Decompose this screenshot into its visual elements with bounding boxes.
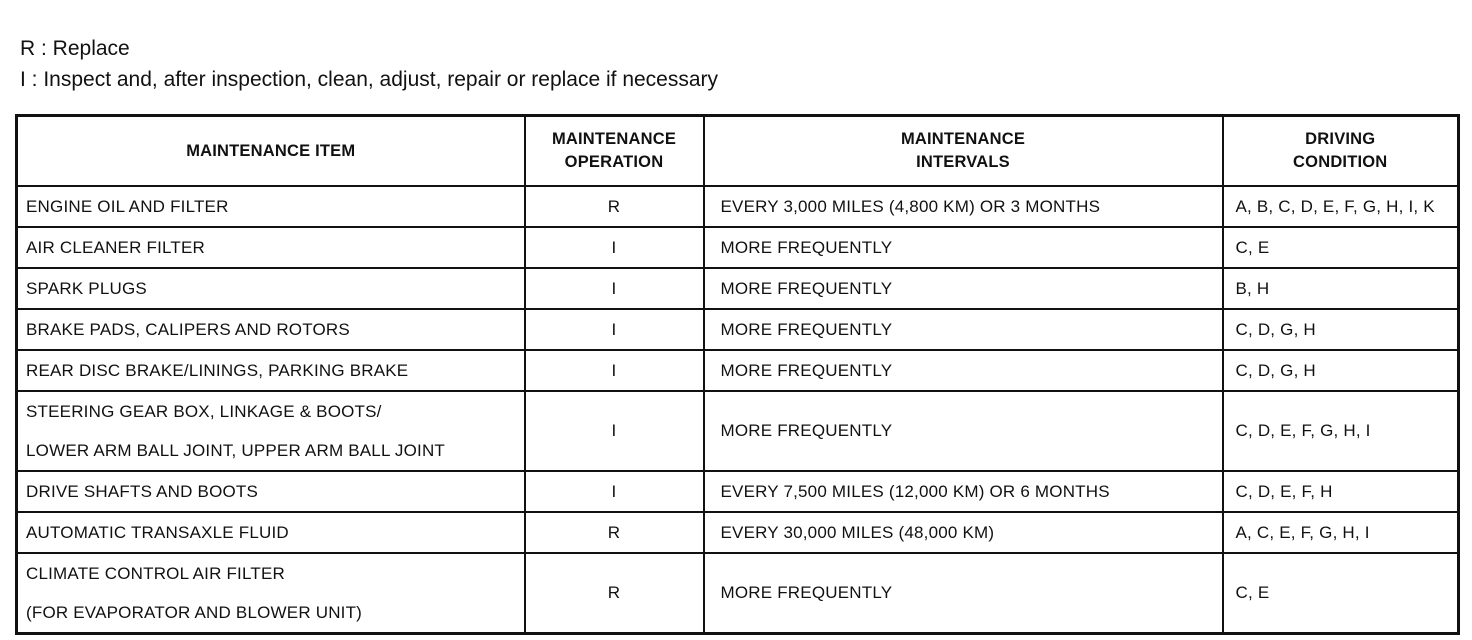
cell-interval: EVERY 3,000 MILES (4,800 KM) OR 3 MONTHS <box>704 186 1223 227</box>
legend-inspect: I : Inspect and, after inspection, clean, adjust, repair or replace if necessary <box>20 68 719 91</box>
cell-operation: I <box>525 227 704 268</box>
cell-interval: EVERY 7,500 MILES (12,000 KM) OR 6 MONTHS <box>704 471 1223 512</box>
cell-item <box>17 309 525 350</box>
cell-operation: I <box>525 309 704 350</box>
item-line: BRAKE PADS, CALIPERS AND ROTORS <box>26 320 350 339</box>
table-row <box>17 227 1459 268</box>
cell-operation: I <box>525 350 704 391</box>
table-row <box>17 391 1459 471</box>
cell-condition: C, E <box>1223 227 1459 268</box>
item-line: ENGINE OIL AND FILTER <box>26 197 229 216</box>
item-line: (FOR EVAPORATOR AND BLOWER UNIT) <box>26 603 363 622</box>
cell-item <box>17 471 525 512</box>
legend-replace: R : Replace <box>20 37 130 60</box>
header-intervals-line-2: INTERVALS <box>916 153 1010 171</box>
item-line: SPARK PLUGS <box>26 279 147 298</box>
table-row <box>17 268 1459 309</box>
cell-item <box>17 227 525 268</box>
cell-item <box>17 268 525 309</box>
header-maintenance-operation <box>525 116 704 187</box>
header-operation-line-2: OPERATION <box>564 153 664 171</box>
header-driving-condition <box>1223 116 1459 187</box>
cell-interval: MORE FREQUENTLY <box>704 268 1223 309</box>
header-condition-line-2: CONDITION <box>1293 153 1388 171</box>
cell-condition: C, D, E, F, H <box>1223 471 1459 512</box>
table-row <box>17 553 1459 634</box>
cell-interval: MORE FREQUENTLY <box>704 553 1223 634</box>
cell-operation: I <box>525 268 704 309</box>
cell-condition: C, E <box>1223 553 1459 634</box>
cell-interval: MORE FREQUENTLY <box>704 309 1223 350</box>
header-operation-line-1: MAINTENANCE <box>551 130 677 148</box>
cell-item <box>17 350 525 391</box>
header-maintenance-item: MAINTENANCE ITEM <box>17 116 525 187</box>
cell-interval: EVERY 30,000 MILES (48,000 KM) <box>704 512 1223 553</box>
cell-operation: I <box>525 391 704 471</box>
item-line: REAR DISC BRAKE/LININGS, PARKING BRAKE <box>26 361 409 380</box>
item-line: AIR CLEANER FILTER <box>26 238 205 257</box>
cell-item <box>17 391 525 471</box>
cell-operation: R <box>525 553 704 634</box>
cell-condition: C, D, G, H <box>1223 309 1459 350</box>
cell-condition: A, B, C, D, E, F, G, H, I, K <box>1223 186 1459 227</box>
table-header-row <box>17 116 1459 187</box>
table-row <box>17 512 1459 553</box>
item-line: DRIVE SHAFTS AND BOOTS <box>26 482 259 501</box>
header-maintenance-intervals <box>704 116 1223 187</box>
cell-interval: MORE FREQUENTLY <box>704 350 1223 391</box>
cell-item <box>17 512 525 553</box>
cell-operation: R <box>525 512 704 553</box>
cell-operation: R <box>525 186 704 227</box>
cell-condition: B, H <box>1223 268 1459 309</box>
item-line: STEERING GEAR BOX, LINKAGE & BOOTS/ <box>26 402 382 421</box>
cell-item <box>17 186 525 227</box>
cell-interval: MORE FREQUENTLY <box>704 391 1223 471</box>
item-line: AUTOMATIC TRANSAXLE FLUID <box>26 523 289 542</box>
cell-item <box>17 553 525 634</box>
table-row <box>17 309 1459 350</box>
maintenance-table <box>15 114 1460 635</box>
legend <box>20 33 718 95</box>
cell-condition: C, D, G, H <box>1223 350 1459 391</box>
table-row <box>17 350 1459 391</box>
cell-operation: I <box>525 471 704 512</box>
header-condition-line-1: DRIVING <box>1305 130 1376 148</box>
cell-condition: C, D, E, F, G, H, I <box>1223 391 1459 471</box>
item-line: CLIMATE CONTROL AIR FILTER <box>26 564 285 583</box>
table-row <box>17 186 1459 227</box>
cell-condition: A, C, E, F, G, H, I <box>1223 512 1459 553</box>
table-row <box>17 471 1459 512</box>
cell-interval: MORE FREQUENTLY <box>704 227 1223 268</box>
header-intervals-line-1: MAINTENANCE <box>900 130 1026 148</box>
item-line: LOWER ARM BALL JOINT, UPPER ARM BALL JOINT <box>26 441 446 460</box>
